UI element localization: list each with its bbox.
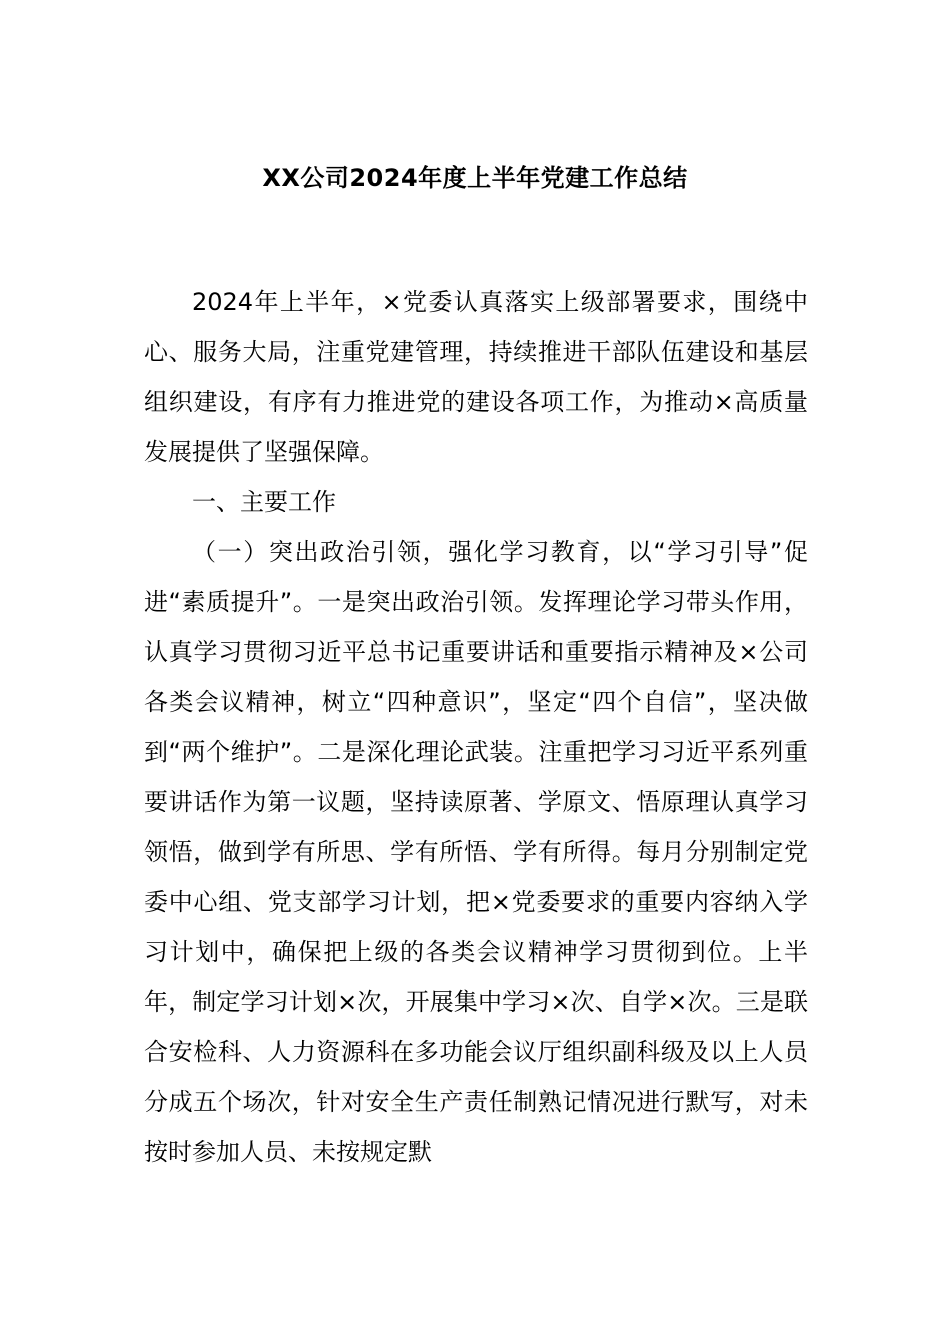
subsection-paragraph-1: （一）突出政治引领，强化学习教育，以“学习引导”促进“素质提升”。一是突出政治引领。发挥理论学习带头作用，认真学习贯彻习近平总书记重要讲话和重要指示精神及×公司各类会议精神，树立“四种意识”，坚定“四个自信”，坚决做到“两个维护”。二是深化理论武装。注重把学习习近平系列重要讲话作为第一议题，坚持读原著、学原文、悟原理认真学习领悟，做到学有所思、学有所悟、学有所得。每月分别制定党委中心组、党支部学习计划，把×党委要求的重要内容纳入学习计划中，确保把上级的各类会议精神学习贯彻到位。上半年，制定学习计划×次，开展集中学习×次、自学×次。三是联合安检科、人力资源科在多功能会议厅组织副科级及以上人员分成五个场次，针对安全生产责任制熟记情况进行默写，对未按时参加人员、未按规定默 [144, 538, 808, 1166]
document-body [144, 277, 808, 1177]
section-heading-main-work: 一、主要工作 [192, 488, 336, 516]
document-title: XX公司2024年度上半年党建工作总结 [262, 164, 688, 192]
intro-paragraph: 2024年上半年，×党委认真落实上级部署要求，围绕中心、服务大局，注重党建管理，持续推进干部队伍建设和基层组织建设，有序有力推进党的建设各项工作，为推动×高质量发展提供了坚强保障。 [144, 288, 808, 466]
